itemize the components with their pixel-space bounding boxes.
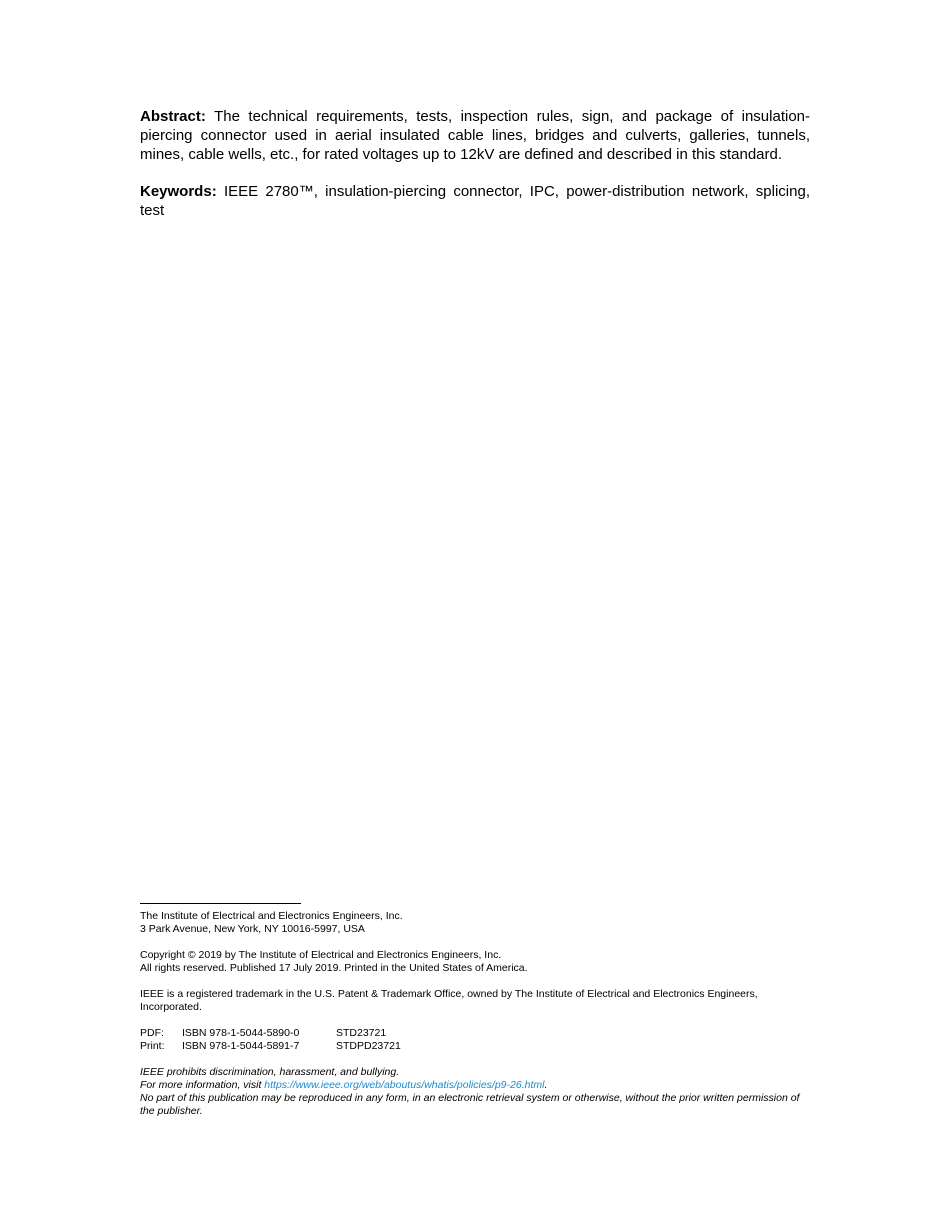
info-prefix: For more information, visit: [140, 1079, 265, 1091]
keywords-label: Keywords:: [140, 183, 217, 200]
std-number: STDPD23721: [336, 1040, 401, 1052]
std-number: STD23721: [336, 1027, 387, 1039]
publication-footer: [140, 910, 812, 1118]
trademark-notice: IEEE is a registered trademark in the U.S. Patent & Trademark Office, owned by The Institute of Electrical and Electronics Engineers, Incorporated.: [140, 988, 758, 1013]
policy-link[interactable]: https://www.ieee.org/web/aboutus/whatis/policies/p9-26.html: [264, 1079, 545, 1091]
policy-line: IEEE prohibits discrimination, harassment, and bullying.: [140, 1066, 400, 1078]
abstract-label: Abstract:: [140, 108, 206, 125]
policy-block: [140, 1066, 812, 1118]
trademark-block: [140, 988, 812, 1014]
rights-line: All rights reserved. Published 17 July 2019. Printed in the United States of America.: [140, 962, 528, 974]
abstract-section: [140, 107, 810, 220]
copyright-block: [140, 949, 812, 975]
publisher-address: 3 Park Avenue, New York, NY 10016-5997, USA: [140, 923, 365, 935]
isbn-row-print: [140, 1040, 812, 1053]
isbn-number: ISBN 978-1-5044-5890-0: [182, 1027, 300, 1039]
abstract-paragraph: [140, 107, 810, 164]
isbn-row-pdf: [140, 1027, 812, 1040]
isbn-type: PDF:: [140, 1027, 164, 1039]
isbn-block: [140, 1027, 812, 1053]
abstract-text: The technical requirements, tests, inspection rules, sign, and package of insulation-piercing connector used in aerial insulated cable lines, bridges and culverts, galleries, tunnels, mines, cable wells, etc., for rated voltages up to 12kV are defined and described in this standard.: [140, 108, 810, 163]
publisher-name: The Institute of Electrical and Electronics Engineers, Inc.: [140, 910, 403, 922]
reproduction-notice: No part of this publication may be reproduced in any form, in an electronic retrieval system or otherwise, without the prior written permission of the publisher.: [140, 1092, 800, 1117]
copyright-line: Copyright © 2019 by The Institute of Electrical and Electronics Engineers, Inc.: [140, 949, 502, 961]
keywords-text: IEEE 2780™, insulation-piercing connector, IPC, power-distribution network, splicing, test: [140, 183, 810, 219]
isbn-number: ISBN 978-1-5044-5891-7: [182, 1040, 300, 1052]
publisher-block: [140, 910, 812, 936]
info-line: [140, 1079, 812, 1092]
info-suffix: .: [544, 1079, 548, 1091]
footnote-divider: [140, 903, 301, 904]
isbn-type: Print:: [140, 1040, 165, 1052]
keywords-paragraph: [140, 182, 810, 220]
